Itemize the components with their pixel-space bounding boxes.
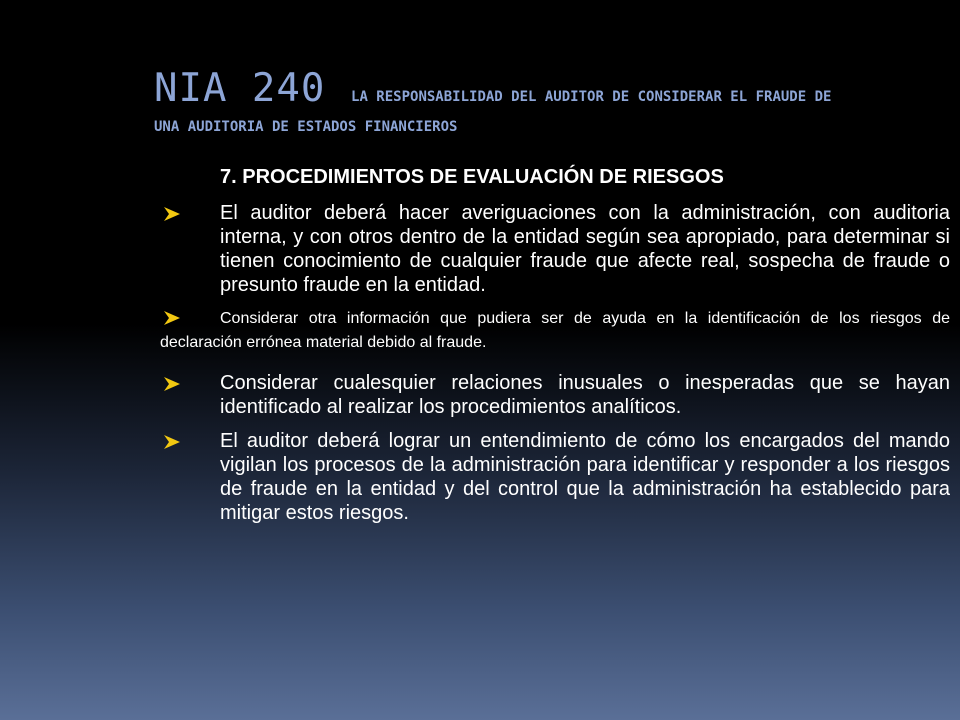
bullet-text: El auditor deberá lograr un entendimiento de cómo los encargados del mando vigilan los procesos de la administración para identificar y responder a los riesgos de fraude en la entidad y del control que la administración ha establecido para mitigar estos riesgos. bbox=[220, 430, 950, 524]
list-item bbox=[160, 429, 950, 525]
section-heading: 7. PROCEDIMIENTOS DE EVALUACIÓN DE RIESGOS bbox=[220, 166, 724, 188]
title-main: NIA 240 bbox=[154, 66, 326, 111]
arrowhead-bullet-icon bbox=[164, 207, 180, 221]
arrowhead-bullet-icon bbox=[164, 311, 180, 325]
title-rest-line1: LA RESPONSABILIDAD DEL AUDITOR DE CONSIDERAR EL FRAUDE DE bbox=[351, 89, 832, 105]
bullet-list bbox=[160, 201, 950, 535]
arrowhead-bullet-icon bbox=[164, 377, 180, 391]
arrowhead-bullet-icon bbox=[164, 435, 180, 449]
bullet-text: El auditor deberá hacer averiguaciones con la administración, con auditoria interna, y con otros dentro de la entidad según sea apropiado, para determinar si tienen conocimiento de cualquier fraude que afecte real, sospecha de fraude o presunto fraude en la entidad. bbox=[220, 202, 950, 296]
bullet-text: Considerar cualesquier relaciones inusuales o inesperadas que se hayan identificado al realizar los procedimientos analíticos. bbox=[220, 372, 950, 418]
slide-title bbox=[154, 66, 944, 136]
bullet-text: Considerar otra información que pudiera ser de ayuda en la identificación de los riesgos de declaración errónea material debido al fraude. bbox=[160, 310, 950, 351]
title-rest-line2: UNA AUDITORIA DE ESTADOS FINANCIEROS bbox=[154, 118, 458, 135]
list-item bbox=[160, 371, 950, 419]
list-item bbox=[160, 201, 950, 297]
list-item bbox=[160, 307, 950, 355]
